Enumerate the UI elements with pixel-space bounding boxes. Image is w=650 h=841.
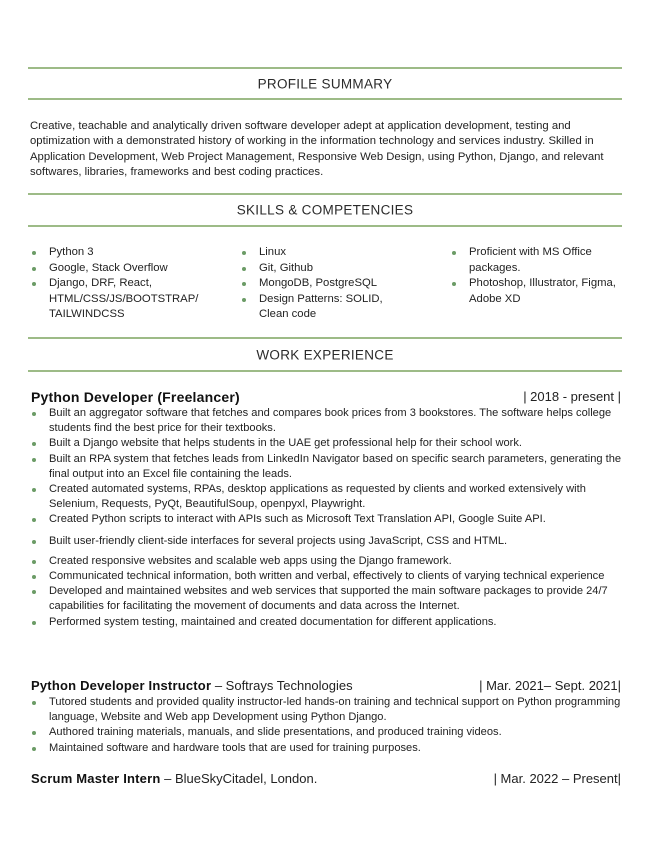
bullet-icon (32, 251, 36, 255)
skill-item: Proficient with MS Office packages. (469, 245, 627, 276)
job-title: Scrum Master Intern (31, 771, 161, 786)
bullet-icon (242, 298, 246, 302)
skill-item: Git, Github (259, 261, 409, 277)
job-title: Python Developer (Freelancer) (31, 389, 240, 405)
list-item: Built user-friendly client-side interfaces for several projects using JavaScript, CSS and HTML. (49, 534, 629, 549)
list-item: Created Python scripts to interact with APIs such as Microsoft Text Translation API, Google Suite API. (49, 512, 629, 527)
list-item: Built an aggregator software that fetches and compares book prices from 3 bookstores. The software helps college students find the best price for their textbooks. (49, 406, 629, 436)
bullet-icon (32, 621, 36, 625)
job-bullets (49, 695, 629, 756)
list-item: Built an RPA system that fetches leads from LinkedIn Navigator based on specific search parameters, generating the final output into an Excel file containing the leads. (49, 452, 629, 482)
skills-column-2 (259, 245, 409, 323)
list-item: Performed system testing, maintained and created documentation for different applications. (49, 615, 629, 630)
skill-item: Django, DRF, React, HTML/CSS/JS/BOOTSTRAP/ TAILWINDCSS (49, 276, 214, 323)
bullet-icon (242, 251, 246, 255)
skill-item: Photoshop, Illustrator, Figma, Adobe XD (469, 276, 627, 307)
bullet-icon (32, 560, 36, 564)
list-item: Maintained software and hardware tools that are used for training purposes. (49, 741, 629, 756)
job-dates: | 2018 - present | (523, 389, 621, 404)
bullet-icon (32, 458, 36, 462)
job-dates: | Mar. 2021– Sept. 2021| (479, 678, 621, 693)
bullet-icon (32, 747, 36, 751)
section-title: WORK EXPERIENCE (256, 347, 394, 362)
job-company: – BlueSkyCitadel, London. (160, 771, 318, 786)
job-company: – Softrays Technologies (211, 678, 353, 693)
skill-item: MongoDB, PostgreSQL (259, 276, 409, 292)
bullet-icon (32, 731, 36, 735)
skills-column-1 (49, 245, 214, 323)
skills-column-3 (469, 245, 627, 307)
job-dates: | Mar. 2022 – Present| (493, 771, 621, 786)
bullet-icon (32, 488, 36, 492)
profile-summary-text: Creative, teachable and analytically driven software developer adept at application development, testing and optimization with a demonstrated history of working in the information technology and services industry. Skilled in Application Development, Web Project Management, Responsive Web Design, using Python, Django, and relevant softwares, libraries, frameworks and best coding practices. (30, 120, 604, 178)
skill-item: Google, Stack Overflow (49, 261, 214, 277)
list-item: Authored training materials, manuals, and slide presentations, and produced training videos. (49, 725, 629, 740)
list-item: Communicated technical information, both written and verbal, effectively to clients of varying technical experience (49, 569, 629, 584)
bullet-icon (32, 590, 36, 594)
skill-item: Linux (259, 245, 409, 261)
bullet-icon (32, 540, 36, 544)
profile-summary-header (28, 67, 622, 100)
list-item: Created responsive websites and scalable web apps using the Django framework. (49, 554, 629, 569)
job-header (31, 678, 621, 696)
bullet-icon (32, 701, 36, 705)
job-header (31, 771, 621, 789)
work-experience-header (28, 337, 622, 372)
job-bullets (49, 406, 629, 630)
bullet-icon (32, 282, 36, 286)
section-title: SKILLS & COMPETENCIES (236, 202, 414, 218)
list-item: Tutored students and provided quality instructor-led hands-on training and technical support on Python programming language, Website and Web app Development using Python Django. (49, 695, 629, 725)
job-header (31, 389, 621, 407)
bullet-icon (32, 575, 36, 579)
bullet-icon (32, 412, 36, 416)
skills-header (28, 193, 622, 227)
skill-item: Python 3 (49, 245, 214, 261)
bullet-icon (452, 282, 456, 286)
bullet-icon (242, 282, 246, 286)
bullet-icon (242, 267, 246, 271)
skill-item: Design Patterns: SOLID, Clean code (259, 292, 409, 323)
bullet-icon (452, 251, 456, 255)
list-item: Developed and maintained websites and web services that supported the main software packages to provide 24/7 capabilities for facilitating the movement of documents and data across the Internet. (49, 584, 629, 614)
bullet-icon (32, 518, 36, 522)
list-item: Created automated systems, RPAs, desktop applications as requested by clients and worked extensively with Selenium, Requests, PyQt, BeautifulSoup, openpyxl, Playwright. (49, 482, 629, 512)
job-title: Python Developer Instructor (31, 678, 212, 693)
bullet-icon (32, 442, 36, 446)
section-title: PROFILE SUMMARY (257, 76, 393, 91)
bullet-icon (32, 267, 36, 271)
list-item: Built a Django website that helps students in the UAE get professional help for their school work. (49, 436, 629, 451)
